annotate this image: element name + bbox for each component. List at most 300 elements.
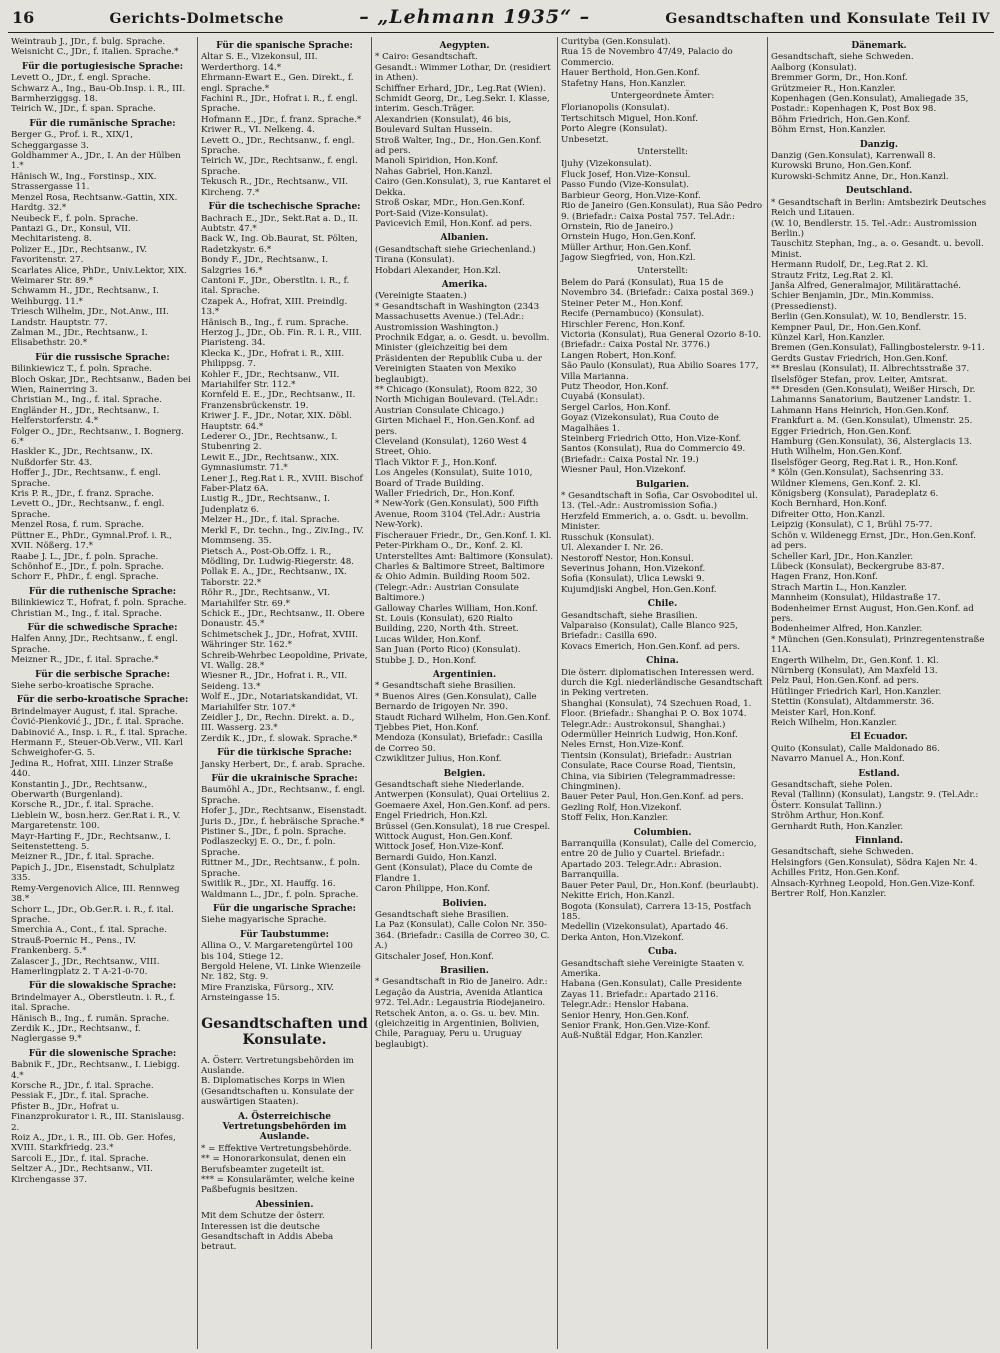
directory-entry: Switlik R., JDr., XI. Hauffg. 16. xyxy=(201,879,336,890)
directory-entry: Fachini R., JDr., Hofrat i. R., f. engl. Sprache. xyxy=(201,94,358,115)
directory-entry: Reval (Tallinn) (Konsulat), Langstr. 9. (Tel.Adr.: Österr. Konsulat Tallinn.) xyxy=(771,790,979,811)
directory-entry: Schmidt Georg, Dr., Leg.Sekr. I. Klasse, interim. Gesch.Träger. xyxy=(375,94,550,115)
section-heading: Abessinien. xyxy=(255,1199,314,1210)
directory-entry: Neles Ernst, Hon.Vize-Konf. xyxy=(561,740,684,751)
section-heading: Cuba. xyxy=(648,947,677,958)
directory-entry: Böhm Ernst, Hon.Kanzler. xyxy=(771,125,886,136)
directory-entry: Bilinkiewicz T., f. poln. Sprache. xyxy=(11,364,153,375)
directory-entry: Hermann Rudolf, Dr., Leg.Rat 2. Kl. xyxy=(771,260,929,271)
directory-entry: Hagen Franz, Hon.Konf. xyxy=(771,572,878,583)
directory-entry: Stubbe J. D., Hon.Konf. xyxy=(375,655,477,666)
directory-entry: * Köln (Gen.Konsulat), Sachsenring 33. xyxy=(771,468,944,479)
directory-entry: Juris D., JDr., f. hebräische Sprache.* xyxy=(201,816,365,827)
directory-entry: Zeidler J., Dr., Rechn. Direkt. a. D., III. Wasserg. 23.* xyxy=(201,713,355,734)
directory-entry: Wolf E., JDr., Notariatskandidat, VI. Mariahilfer Str. 107.* xyxy=(201,692,359,713)
directory-entry: Cleveland (Konsulat), 1260 West 4 Street, Ohio. xyxy=(375,437,527,458)
directory-entry: Wildner Klemens, Gen.Konf. 2. Kl. xyxy=(771,478,921,489)
directory-entry: Jagow Siegfried, von, Hon.Kzl. xyxy=(561,253,696,264)
section-heading: Dänemark. xyxy=(851,41,907,51)
header-section-right: Gesandtschaften und Konsulate Teil IV xyxy=(665,11,990,27)
directory-entry: Kriwer R., VI. Nelkeng. 4. xyxy=(201,125,315,136)
directory-entry: Pollak E. A., JDr., Rechtsanw., IX. Taborstr. 22.* xyxy=(201,567,347,588)
directory-entry: Konstantin J., JDr., Rechtsanw., Oberwarth (Burgenland). xyxy=(11,779,148,801)
directory-entry: Jansky Herbert, Dr., f. arab. Sprache. xyxy=(201,759,366,770)
directory-entry: Neubeck F., f. poln. Sprache. xyxy=(11,213,139,224)
directory-entry: * Gesandtschaft in Berlin: Amtsbezirk Deutsches Reich und Litauen. xyxy=(771,197,987,219)
directory-entry: Waldmann L., JDr., f. poln. Sprache. xyxy=(201,889,359,900)
directory-entry: Lustig R., JDr., Rechtsanw., I. Judenplatz 6. xyxy=(201,494,330,515)
directory-entry: Gesandtschaft siehe Vereinigte Staaten v. Amerika. xyxy=(561,958,745,979)
directory-entry: Prochnik Edgar, a. o. Gesdt. u. bevollm. Minister (gleichzeitig bei dem Präsidenten der Republik Cuba u. der Vereinigten Staaten von Mexiko beglaubigt). xyxy=(375,332,550,385)
directory-entry: (Vereinigte Staaten.) xyxy=(375,291,467,302)
directory-entry: Meizner R., JDr., f. ital. Sprache. xyxy=(11,852,155,863)
directory-entry: Senior Frank, Hon.Gen.Vize-Konf. xyxy=(561,1020,711,1031)
directory-entry: Achilles Fritz, Hon.Gen.Konf. xyxy=(771,868,900,879)
directory-entry: Tertschitsch Miguel, Hon.Konf. xyxy=(561,113,698,124)
section-heading: Belgien. xyxy=(443,768,486,779)
directory-entry: Valparaiso (Konsulat), Calle Blanco 925, Briefadr.: Casilla 690. xyxy=(561,620,739,642)
directory-entry: * = Effektive Vertretungsbehörde. xyxy=(201,1143,352,1154)
directory-entry: Retschek Anton, a. o. Gs. u. bev. Min. (gleichzeitig in Argentinien, Bolivien, Chile, Paraguay, Peru u. Uruguay beglaubigt). xyxy=(375,1008,540,1050)
directory-entry: Hoffer J., JDr., Rechtsanw., f. engl. Sprache. xyxy=(11,468,161,489)
directory-entry: Strach Martin L., Hon.Kanzler. xyxy=(771,582,907,593)
directory-entry: Hänisch B., Ing., f. rum. Sprache. xyxy=(201,317,349,328)
directory-entry: Wittock August, Hon.Gen.Konf. xyxy=(375,832,513,843)
directory-entry: Königsberg (Konsulat), Paradeplatz 6. xyxy=(771,489,939,500)
directory-entry: Müller Arthur, Hon.Gen.Konf. xyxy=(561,242,692,253)
directory-entry: Hirschler Ferenc, Hon.Konf. xyxy=(561,319,686,330)
directory-entry: ** = Honorarkonsulat, denen ein Berufsbeamter zugeteilt ist. xyxy=(201,1154,347,1175)
section-heading: El Ecuador. xyxy=(850,732,908,743)
directory-entry: Zerdik K., JDr., f. slowak. Sprache.* xyxy=(201,733,358,744)
directory-entry: * Gesandtschaft siehe Brasilien. xyxy=(375,681,516,692)
directory-entry: Korsche R., JDr., f. ital. Sprache. xyxy=(11,800,154,811)
directory-entry: Nahas Gabriel, Hon.Kanzl. xyxy=(375,166,493,177)
directory-entry: Leipzig (Konsulat), C 1, Brühl 75-77. xyxy=(771,520,933,531)
directory-entry: Wiesner R., JDr., Hofrat i. R., VII. Seideng. 13.* xyxy=(201,671,348,692)
subheading: Unterstellt: xyxy=(637,265,688,276)
directory-entry: Medellin (Vizekonsulat), Apartado 46. xyxy=(561,922,729,933)
directory-entry: Ornstein Hugo, Hon.Gen.Konf. xyxy=(561,232,696,243)
directory-entry: Levett O., JDr., Rechtsanw., f. engl. Sprache. xyxy=(201,135,355,157)
directory-entry: Mire Franziska, Fürsorg., XIV. Arnsteingasse 15. xyxy=(201,982,335,1004)
directory-entry: Nürnberg (Konsulat), Am Maxfeld 13. xyxy=(771,665,938,676)
directory-entry: Grützmeier R., Hon.Kanzler. xyxy=(771,83,896,94)
directory-entry: Gesandtschaft, siehe Schweden. xyxy=(771,52,914,63)
directory-entry: Shanghai (Konsulat), 74 Szechuen Road, 1. Floor. (Briefadr.: Shanghai P. O. Box 1074. Telegr.Adr.: Austrokonsul, Shanghai.) xyxy=(561,698,752,730)
directory-entry: Levett O., JDr., Rechtsanw., f. engl. Sprache. xyxy=(11,499,165,520)
section-heading: A. Österreichische Vertretungsbehörden im Auslande. xyxy=(222,1111,347,1143)
directory-entry: Los Angeles (Konsulat), Suite 1010, Board of Trade Building. xyxy=(375,468,533,489)
directory-entry: Papich J., JDr., Eisenstadt, Schulplatz 335. xyxy=(11,862,175,884)
directory-entry: Hobdari Alexander, Hon.Kzl. xyxy=(375,265,501,276)
directory-entry: Kornfeld E. E., JDr., Rechtsanw., II. Franzensbrückenstr. 19. xyxy=(201,390,356,411)
directory-entry: Habana (Gen.Konsulat), Calle Presidente Zayas 11. Briefadr.: Apartado 2116. Telegr.Adr.: Henslor Habana. xyxy=(561,979,742,1011)
directory-entry: Mendoza (Konsulat), Briefadr.: Casilla de Correo 50. xyxy=(375,733,543,754)
directory-entry: Back W., Ing. Ob.Baurat, St. Pölten, Radetzkystr. 6.* xyxy=(201,234,358,255)
directory-entry: Fischerauer Friedr., Dr., Gen.Konf. I. Kl. xyxy=(375,530,552,541)
directory-entry: Nestoroff Nestor, Hon.Konsul. xyxy=(561,553,694,564)
directory-entry: Menzel Rosa, Rechtsanw.-Gattin, XIX. Hardtg. 32.* xyxy=(11,192,178,214)
directory-entry: Die österr. diplomatischen Interessen werd. durch die Kgl. niederländische Gesandtschaft in Peking vertreten. xyxy=(561,667,763,699)
directory-entry: Berlin (Gen.Konsulat), W. 10, Bendlerstr. 15. xyxy=(771,312,967,323)
section-heading: Bolivien. xyxy=(442,898,487,909)
directory-entry: Weisnicht C., JDr., f. italien. Sprache.* xyxy=(11,47,179,58)
directory-entry: Florianopolis (Konsulat). xyxy=(561,103,670,114)
section-heading: Für die serbo-kroatische Sprache: xyxy=(16,695,189,706)
directory-entry: Stroß Walter, Ing., Dr., Hon.Gen.Konf. ad pers. xyxy=(375,135,542,157)
directory-entry: Aalborg (Konsulat). xyxy=(771,62,857,73)
directory-entry: Stettin (Konsulat), Altdammerstr. 36. xyxy=(771,697,935,708)
directory-entry: Tekusch R., JDr., Rechtsanw., VII. Kircheng. 7.* xyxy=(201,177,349,198)
directory-entry: Alnsach-Kyrhneg Leopold, Hon.Gen.Vize-Konf. xyxy=(771,878,976,889)
directory-entry: Porto Alegre (Konsulat). xyxy=(561,124,668,135)
section-heading: Für die schwedische Sprache: xyxy=(27,622,178,633)
section-heading: Columbien. xyxy=(633,827,692,838)
directory-entry: Bodenheimer Alfred, Hon.Kanzler. xyxy=(771,624,923,635)
directory-entry: Klecka K., JDr., Hofrat i. R., XIII. Philippsg. 7. xyxy=(201,348,345,370)
directory-entry: Halfen Anny, JDr., Rechtsanw., f. engl. Sprache. xyxy=(11,634,178,655)
section-heading: Für die slowakische Sprache: xyxy=(28,981,177,992)
directory-entry: ** Chicago (Konsulat), Room 822, 30 North Michigan Boulevard. (Tel.Adr.: Austrian Consulate Chicago.) xyxy=(375,385,539,416)
directory-entry: Hermann F., Steuer-Ob.Verw., VII. Karl Schweighofer-G. 5. xyxy=(11,738,183,759)
directory-entry: Strauß-Poernic H., Pens., IV. Frankenberg. 5.* xyxy=(11,935,136,957)
directory-entry: Goldhammer A., JDr., I. An der Hülben 1.* xyxy=(11,151,181,172)
column-4 xyxy=(558,37,768,1349)
directory-entry: Bergold Helene, VI. Linke Wienzeile Nr. 182, Stg. 9. xyxy=(201,961,361,983)
directory-entry: Hütlinger Friedrich Karl, Hon.Kanzler. xyxy=(771,686,942,697)
directory-entry: Engel Friedrich, Hon.Kzl. xyxy=(375,811,488,822)
section-heading: Chile. xyxy=(647,599,678,610)
directory-entry: Schiffner Erhard, JDr., Leg.Rat (Wien). xyxy=(375,83,546,94)
directory-entry: Cuyabá (Konsulat). xyxy=(561,392,645,403)
directory-entry: Siehe magyarische Sprache. xyxy=(201,915,327,926)
directory-entry: Lewit E., JDr., Rechtsanw., XIX. Gymnasiumstr. 71.* xyxy=(201,452,340,474)
directory-entry: Janša Alfred, Generalmajor, Militärattaché. xyxy=(771,280,962,291)
directory-entry: Lübeck (Konsulat), Beckergrube 83-87. xyxy=(771,561,945,572)
directory-entry: Bremen (Gen.Konsulat), Fallingbostelerstr. 9-11. xyxy=(771,343,985,354)
directory-entry: Kempner Paul, Dr., Hon.Gen.Konf. xyxy=(771,322,922,333)
directory-entry: Curityba (Gen.Konsulat). xyxy=(561,37,671,47)
directory-entry: Gernhardt Ruth, Hon.Kanzler. xyxy=(771,821,904,832)
directory-entry: Bloch Oskar, JDr., Rechtsanw., Baden bei Wien, Rainerring 3. xyxy=(11,374,191,395)
directory-entry: Bernardi Guido, Hon.Kanzl. xyxy=(375,852,497,863)
directory-entry: Wiesner Paul, Hon.Vizekonf. xyxy=(561,465,686,476)
section-heading: Argentinien. xyxy=(432,669,497,680)
directory-entry: * München (Gen.Konsulat), Prinzregentenstraße 11A. xyxy=(771,634,985,656)
section-heading: Für die ruthenische Sprache: xyxy=(28,586,177,597)
directory-entry: St. Louis (Konsulat), 620 Rialto Building, 220, North 4th. Street. xyxy=(375,613,519,635)
directory-entry: Goemaere Axel, Hon.Gen.Konf. ad pers. xyxy=(375,800,551,811)
directory-entry: Berger G., Prof. i. R., XIX/1, Scheggargasse 3. xyxy=(11,130,134,151)
directory-entry: A. Österr. Vertretungsbehörden im Auslande. xyxy=(201,1055,354,1076)
directory-entry: Teirich W., JDr., f. span. Sprache. xyxy=(11,104,156,115)
directory-entry: Auß-Nußtäl Edgar, Hon.Kanzler. xyxy=(561,1031,704,1042)
directory-entry: Pavicevich Emil, Hon.Konf. ad pers. xyxy=(375,218,533,229)
directory-entry: Frankfurt a. M. (Gen.Konsulat), Ulmenstr. 25. xyxy=(771,416,973,427)
directory-entry: Pelz Paul, Hon.Gen.Konf. ad pers. xyxy=(771,676,919,687)
section-heading: China. xyxy=(646,656,679,667)
directory-entry: Unterstelltes Amt: Baltimore (Konsulat). xyxy=(375,551,554,562)
directory-entry: Kovacs Emerich, Hon.Gen.Konf. ad pers. xyxy=(561,641,740,652)
directory-entry: San Juan (Porto Rico) (Konsulat). xyxy=(375,645,521,656)
directory-entry: Schwamm H., JDr., Rechtsanw., I. Weihburgg. 11.* xyxy=(11,286,159,307)
directory-entry: Ilselsföger Stefan, prov. Leiter, Amtsrat. xyxy=(771,374,948,385)
directory-entry: Manoli Spiridion, Hon.Konf. xyxy=(375,156,499,167)
directory-entry: Peter-Pirkham O., Dr., Konf. 2. Kl. xyxy=(375,541,524,552)
section-heading: Deutschland. xyxy=(845,186,913,197)
directory-entry: Stoff Felix, Hon.Kanzler. xyxy=(561,813,669,824)
section-heading: Aegypten. xyxy=(439,41,490,51)
directory-entry: Bilinkiewicz T., Hofrat, f. poln. Sprache. xyxy=(11,598,187,609)
subheading: Untergeordnete Ämter: xyxy=(610,91,715,102)
directory-entry: Odermüller Heinrich Ludwig, Hon.Konf. xyxy=(561,730,738,740)
directory-entry: Gesandtschaft siehe Niederlande. xyxy=(375,780,525,791)
directory-entry: Pfister B., JDr., Hofrat u. Finanzprokurator i. R., III. Stanislausg. 2. xyxy=(11,1101,185,1133)
directory-entry: Ilselsföger Georg, Reg.Rat i. R., Hon.Konf. xyxy=(771,457,958,468)
directory-entry: Hamburg (Gen.Konsulat), 36, Alsterglacis 13. xyxy=(771,437,973,448)
section-heading: Für die portugiesische Sprache: xyxy=(21,61,184,72)
column-2 xyxy=(198,37,372,1349)
directory-entry: Zalascer J., JDr., Rechtsanw., VIII. Hamerlingplatz 2. T A-21-0-70. xyxy=(11,956,160,977)
directory-entry: Quito (Konsulat), Calle Maldonado 86. xyxy=(771,743,940,754)
directory-entry: B. Diplomatisches Korps in Wien (Gesandtschaften u. Konsulate der auswärtigen Staaten). xyxy=(201,1076,354,1108)
directory-entry: Cantoni F., JDr., Oberstltn. i. R., f. ital. Sprache. xyxy=(201,275,350,297)
section-heading: Für die türkische Sprache: xyxy=(217,748,352,759)
directory-entry: * Gesandtschaft in Washington (2343 Massachusetts Avenue.) (Tel.Adr.: Austromission Washington.) xyxy=(375,301,540,333)
directory-entry: Gesandtschaft, siehe Polen. xyxy=(771,780,893,791)
directory-entry: Reich Wilhelm, Hon.Kanzler. xyxy=(771,718,898,728)
directory-entry: * Buenos Aires (Gen.Konsulat), Calle Bernardo de Irigoyen Nr. 390. xyxy=(375,691,537,713)
directory-entry: Gitschaler Josef, Hon.Konf. xyxy=(375,951,494,962)
directory-entry: Hänisch W., Ing., Forstinsp., XIX. Strassergasse 11. xyxy=(11,171,157,193)
directory-entry: Meizner R., JDr., f. ital. Sprache.* xyxy=(11,655,159,666)
directory-entry: Bauer Peter Paul, Dr., Hon.Konf. (beurlaubt). xyxy=(561,880,759,891)
directory-entry: Goyaz (Vizekonsulat), Rua Couto de Magalhães 1. xyxy=(561,413,719,434)
section-heading: Für die ungarische Sprache: xyxy=(213,903,356,914)
directory-entry: São Paulo (Konsulat), Rua Abilio Soares 177, Villa Marianna. xyxy=(561,361,759,382)
directory-entry: Weintraub J., JDr., f. bulg. Sprache. xyxy=(11,37,166,47)
directory-entry: Mit dem Schutze der österr. Interessen ist die deutsche Gesandtschaft in Addis Abeba betraut. xyxy=(201,1211,334,1253)
directory-entry: Steiner Peter M., Hon.Konf. xyxy=(561,298,684,309)
directory-entry: Herzfeld Emmerich, a. o. Gsdt. u. bevollm. Minister. xyxy=(561,511,749,533)
directory-entry: Christian M., Ing., f. ital. Sprache. xyxy=(11,395,162,406)
directory-entry: Wittock Josef, Hon.Vize-Konf. xyxy=(375,842,504,853)
directory-entry: Barbieur Georg, Hon.Vize-Konf. xyxy=(561,190,701,201)
directory-entry: Schier Benjamin, JDr., Min.Kommiss. (Pressedienst). xyxy=(771,291,934,312)
directory-entry: Bachrach E., JDr., Sekt.Rat a. D., II. Aubtstr. 47.* xyxy=(201,213,359,234)
directory-entry: (Gesandtschaft siehe Griechenland.) Tirana (Konsulat). xyxy=(375,244,536,266)
directory-entry: Sofia (Konsulat), Ulica Lewski 9. xyxy=(561,574,705,585)
directory-entry: Langen Robert, Hon.Konf. xyxy=(561,350,677,361)
section-heading: Für die serbische Sprache: xyxy=(35,669,170,680)
directory-entry: Podlaszeckyj E. O., Dr., f. poln. Sprache. xyxy=(201,837,336,858)
directory-entry: Brindelmayer August, f. ital. Sprache. xyxy=(11,706,178,717)
directory-entry: Roiz A., JDr., i. R., III. Ob. Ger. Hofes, XVIII. Starkfriedg. 23.* xyxy=(11,1133,176,1154)
directory-entry: Lener J., Reg.Rat i. R., XVIII. Bischof Faber-Platz 6A. xyxy=(201,473,363,495)
directory-entry: Putz Theodor, Hon.Konf. xyxy=(561,382,669,392)
directory-entry: Gesandtschaft siehe Brasilien. xyxy=(375,909,509,920)
section-heading: Für die spanische Sprache: xyxy=(216,41,353,51)
directory-entry: Kujumdjiski Angbel, Hon.Gen.Konf. xyxy=(561,584,717,595)
section-heading: Finnland. xyxy=(854,836,904,847)
directory-entry: Cairo (Gen.Konsulat), 3, rue Kantaret el Dekka. xyxy=(375,177,552,198)
directory-entry: Tjebbes Piet, Hon.Konf. xyxy=(375,723,479,733)
directory-entry: Sarcoli E., JDr., f. ital. Sprache. xyxy=(11,1153,149,1164)
header-section-left: Gerichts-Dolmetsche xyxy=(109,11,284,27)
directory-entry: Strautz Fritz, Leg.Rat 2. Kl. xyxy=(771,270,894,281)
directory-entry: (W. 10, Bendlerstr. 15. Tel.-Adr.: Austromission Berlin.) xyxy=(771,218,977,239)
directory-entry: Alexandrien (Konsulat), 46 bis, Boulevard Sultan Hussein. xyxy=(375,114,512,136)
directory-entry: Antwerpen (Konsulat), Quai Orteliius 2. xyxy=(375,790,550,801)
directory-entry: * Gesandtschaft in Sofia, Car Osvoboditel ul. 13. (Tel.-Adr.: Austromission Sofia.) xyxy=(561,491,758,512)
directory-entry: Meister Karl, Hon.Konf. xyxy=(771,707,876,718)
directory-entry: Kriwer J. F., JDr., Notar, XIX. Döbl. Hauptstr. 64.* xyxy=(201,411,352,432)
directory-entry: Caron Philippe, Hon.Konf. xyxy=(375,884,491,895)
directory-entry: Baumöhl A., JDr., Rechtsanw., f. engl. Sprache. xyxy=(201,785,366,806)
directory-entry: Lederer O., JDr., Rechtsanw., I. Stubenring 2. xyxy=(201,432,338,453)
directory-entry: Tlach Viktor F. J., Hon.Konf. xyxy=(375,457,497,468)
section-heading: Für die slowenische Sprache: xyxy=(28,1048,177,1059)
directory-entry: Schönhof E., JDr., f. poln. Sprache. xyxy=(11,561,164,572)
section-heading: Für die russische Sprache: xyxy=(35,352,170,363)
directory-entry: Merkl F., Dr. techn., Ing., Ziv.Ing., IV. Mommseng. 35. xyxy=(201,525,364,547)
directory-entry: Egger Friedrich, Hon.Gen.Konf. xyxy=(771,426,912,437)
directory-entry: Hänisch B., Ing., f. rumän. Sprache. xyxy=(11,1013,170,1024)
directory-entry: Jedina R., Hofrat, XIII. Linzer Straße 440. xyxy=(11,758,174,780)
directory-entry: Scheller Karl, JDr., Hon.Kanzler. xyxy=(771,551,914,562)
directory-entry: Bertrer Rolf, Hon.Kanzler. xyxy=(771,889,887,900)
directory-entry: Santos (Konsulat), Rua do Commercio 49. (Briefadr.: Caixa Postal Nr. 19.) xyxy=(561,444,746,465)
directory-entry: Gesandtschaft, siehe Brasilien. xyxy=(561,610,698,621)
directory-entry: Mannheim (Konsulat), Hildastraße 17. xyxy=(771,593,941,604)
directory-entry: Brindelmayer A., Oberstleutn. i. R., f. ital. Sprache. xyxy=(11,992,176,1014)
directory-entry: Navarro Manuel A., Hon.Konf. xyxy=(771,754,905,765)
directory-entry: Teirich W., JDr., Rechtsanw., f. engl. Sprache. xyxy=(201,156,358,177)
directory-entry: Engländer H., JDr., Rechtsanw., I. Helferstorferstr. 4.* xyxy=(11,405,160,427)
directory-entry: Engerth Wilhelm, Dr., Gen.Konf. 1. Kl. xyxy=(771,655,939,666)
directory-entry: Schreib-Wehrbec Leopoldine, Private, VI. Wallg. 28.* xyxy=(201,650,368,671)
directory-entry: Schimetschek J., JDr., Hofrat, XVIII. Währinger Str. 162.* xyxy=(201,629,359,651)
directory-entry: Hauer Berthold, Hon.Gen.Konf. xyxy=(561,68,700,79)
directory-entry: Künzel Karl, Hon.Kanzler. xyxy=(771,332,885,343)
directory-entry: Raabe J. L., JDr., f. poln. Sprache. xyxy=(11,551,159,562)
directory-entry: Czapek A., Hofrat, XIII. Preindlg. 13.* xyxy=(201,296,348,318)
directory-entry: Senior Henry, Hon.Gen.Konf. xyxy=(561,1010,689,1021)
directory-entry: Christian M., Ing., f. ital. Sprache. xyxy=(11,608,162,619)
directory-entry: Remy-Vergenovich Alice, III. Rennweg 38.* xyxy=(11,883,180,905)
column-3 xyxy=(372,37,558,1349)
directory-entry: Passo Fundo (Vize-Konsulat). xyxy=(561,180,689,191)
directory-entry: Brüssel (Gen.Konsulat), 18 rue Crespel. xyxy=(375,821,551,832)
directory-entry: Port-Said (Vize-Konsulat). xyxy=(375,208,489,219)
directory-entry: Melzer H., JDr., f. ital. Sprache. xyxy=(201,515,340,526)
directory-entry: Tientsin (Konsulat), Briefadr.: Austrian Consulate, Race Course Road, Tientsin, China, via Sibirien (Telegrammadresse: Chingminen). xyxy=(561,750,736,793)
directory-entry: Schwarz A., Ing., Bau-Ob.Insp. i. R., III. Barmherziggsg. 18. xyxy=(11,83,186,105)
directory-entry: Schorr F., PhDr., f. engl. Sprache. xyxy=(11,572,159,583)
directory-entry: * Gesandtschaft in Rio de Janeiro. Adr.: Legação da Austria, Avenida Atlantica 972. Tel.Adr.: Legaustria Riodejaneiro. xyxy=(375,977,548,1009)
directory-entry: Mayr-Harting F., JDr., Rechtsanw., I. Seitenstetteng. 5. xyxy=(11,831,171,853)
directory-entry: Czwiklitzer Julius, Hon.Konf. xyxy=(375,754,502,765)
directory-entry: Hofer J., JDr., Rechtsanw., Eisenstadt. xyxy=(201,806,367,817)
directory-entry: Tauschitz Stephan, Ing., a. o. Gesandt. u. bevoll. Minist. xyxy=(771,239,984,260)
directory-entry: Smerchia A., Cont., f. ital. Sprache. xyxy=(11,925,167,936)
directory-entry: Gerdts Gustav Friedrich, Hon.Gen.Konf. xyxy=(771,353,948,364)
section-heading: Danzig. xyxy=(859,139,899,150)
directory-entry: Babnik F., JDr., Rechtsanw., I. Liebigg. 4.* xyxy=(11,1060,180,1081)
directory-entry: Ul. Alexander I. Nr. 26. xyxy=(561,543,664,554)
section-heading: Für Taubstumme: xyxy=(239,929,329,940)
section-heading: Für die ukrainische Sprache: xyxy=(211,774,358,785)
directory-entry: Püttner E., PhDr., Gymnal.Prof. i. R., XVII. Nößerg. 17.* xyxy=(11,530,173,552)
directory-entry: Pantazi G., Dr., Konsul, VII. Mechitaristeng. 8. xyxy=(11,223,131,245)
page-number: 16 xyxy=(12,8,35,27)
directory-entry: Gesandtschaft, siehe Schweden. xyxy=(771,847,914,858)
directory-entry: Huth Wilhelm, Hon.Gen.Konf. xyxy=(771,447,902,458)
directory-entry: Bauer Peter Paul, Hon.Gen.Konf. ad pers. xyxy=(561,792,744,803)
directory-entry: ** Breslau (Konsulat), II. Albrechtsstraße 37. xyxy=(771,364,970,375)
directory-entry: Siehe serbo-kroatische Sprache. xyxy=(11,680,154,691)
section-heading: Amerika. xyxy=(441,279,488,290)
directory-entry: Koch Bernhard, Hon.Konf. xyxy=(771,499,887,510)
directory-entry: Steinberg Friedrich Otto, Hon.Vize-Konf. xyxy=(561,434,742,445)
directory-entry: Waller Friedrich, Dr., Hon.Konf. xyxy=(375,489,515,500)
directory-entry: Recife (Pernambuco) (Konsulat). xyxy=(561,309,705,320)
directory-entry: Folger O., JDr., Rechtsanw., I. Bognerg. 6.* xyxy=(11,426,184,448)
text-columns xyxy=(8,37,994,1349)
directory-entry: Zerdik K., JDr., Rechtsanw., f. Naglergasse 9.* xyxy=(11,1023,141,1045)
directory-entry: Menzel Rosa, f. rum. Sprache. xyxy=(11,520,144,531)
page-header xyxy=(8,6,994,33)
directory-entry: Lieblein W., bosn.herz. Ger.Rat i. R., V. Margaretenstr. 100. xyxy=(11,810,181,832)
directory-entry: Zalman M., JDr., Rechtsanw., I. Elisabethstr. 20.* xyxy=(11,327,148,349)
directory-entry: Bremmer Gorm, Dr., Hon.Konf. xyxy=(771,73,908,84)
directory-entry: Derka Anton, Hon.Vizekonf. xyxy=(561,932,684,943)
directory-entry: Gesandt.: Wimmer Lothar, Dr. (residiert in Athen). xyxy=(375,62,551,84)
section-heading: Bulgarien. xyxy=(635,479,690,490)
directory-entry: Ijuhy (Vizekonsulat). xyxy=(561,159,652,170)
directory-entry: Triesch Wilhelm, JDr., Not.Anw., III. Landstr. Hauptstr. 77. xyxy=(11,307,169,328)
directory-entry: Pistiner S., JDr., f. poln. Sprache. xyxy=(201,827,347,838)
directory-entry: Kurowski Bruno, Hon.Gen.Konf. xyxy=(771,161,912,172)
directory-entry: * New-York (Gen.Konsulat), 500 Fifth Avenue, Room 3104 (Tel.Adr.: Austria New-York). xyxy=(375,499,541,531)
directory-entry: Rio de Janeiro (Gen.Konsulat), Rua São Pedro 9. (Briefadr.: Caixa Postal 757. Tel.Adr.: Ornstein, Rio de Janeiro.) xyxy=(561,201,763,232)
directory-entry: Stroß Oskar, MDr., Hon.Gen.Konf. xyxy=(375,198,525,209)
directory-entry: Haskler K., JDr., Rechtsanw., IX. Nußdorfer Str. 43. xyxy=(11,447,153,468)
directory-entry: Danzig (Gen.Konsulat), Karrenwall 8. xyxy=(771,151,936,162)
directory-entry: Levett O., JDr., f. engl. Sprache. xyxy=(11,73,151,84)
column-5 xyxy=(768,37,990,1349)
directory-entry: La Paz (Konsulat), Calle Colon Nr. 350-364. (Briefadr.: Casilla de Correo 30, C. A.) xyxy=(375,920,550,952)
directory-entry: Korsche R., JDr., f. ital. Sprache. xyxy=(11,1081,154,1091)
section-heading: Albanien. xyxy=(440,233,489,244)
directory-entry: Schick E., JDr., Rechtsanw., II. Obere Donaustr. 45.* xyxy=(201,608,365,630)
directory-entry: Sergel Carlos, Hon.Konf. xyxy=(561,402,671,413)
directory-entry: Galloway Charles William, Hon.Konf. xyxy=(375,603,538,614)
directory-entry: Kris P. R., JDr., f. franz. Sprache. xyxy=(11,489,154,500)
directory-entry: Pietsch A., Post-Ob.Offz. i. R., Mödling, Dr. Ludwig-Riegerstr. 48. xyxy=(201,546,355,567)
directory-entry: Staudt Richard Wilhelm, Hon.Gen.Konf. xyxy=(375,712,551,723)
directory-entry: Kopenhagen (Gen.Konsulat), Amaliegade 35, Postadr.: Kopenhagen K, Post Box 98. xyxy=(771,94,969,115)
section-heading: Brasilien. xyxy=(440,965,489,976)
directory-entry: Polizer E., JDr., Rechtsanw., IV. Favoritenstr. 27. xyxy=(11,244,147,266)
directory-entry: Girten Michael F., Hon.Gen.Konf. ad pers. xyxy=(375,416,535,437)
header-title: – „Lehmann 1935“ – xyxy=(359,6,591,28)
section-heading: Für die rumänische Sprache: xyxy=(29,118,176,129)
section-heading: Estland. xyxy=(858,768,900,779)
column-1 xyxy=(8,37,198,1349)
directory-entry: Charles & Baltimore Street, Baltimore & Ohio Admin. Building Room 502. (Telegr.-Adr.: Austrian Consulate Baltimore.) xyxy=(375,561,545,604)
